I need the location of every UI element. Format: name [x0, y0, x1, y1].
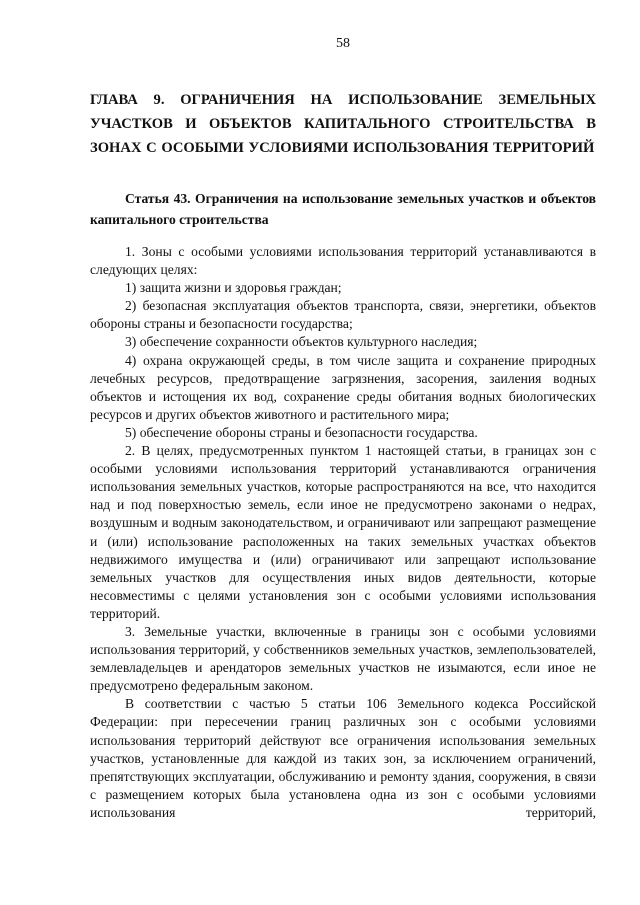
page-number: 58 — [336, 36, 350, 51]
chapter-title: ГЛАВА 9. ОГРАНИЧЕНИЯ НА ИСПОЛЬЗОВАНИЕ ЗЕМЕЛЬНЫХ УЧАСТКОВ И ОБЪЕКТОВ КАПИТАЛЬНОГО СТРОИТЕЛЬСТВА В ЗОНАХ С ОСОБЫМИ УСЛОВИЯМИ ИСПОЛЬЗОВАНИЯ ТЕРРИТОРИЙ — [90, 92, 596, 156]
paragraph-item-2: 2) безопасная эксплуатация объектов транспорта, связи, энергетики, объектов обороны страны и безопасности государства; — [90, 298, 596, 332]
paragraph-2: 2. В целях, предусмотренных пунктом 1 настоящей статьи, в границах зон с особыми условиями использования территорий устанавливаются ограничения использования земельных участков, которые распространяются на все, что находится над и под поверхностью земель, если иное не предусмотрено законами о недрах, воздушным и водным законодательством, и ограничивают или запрещают размещение и (или) использование расположенных на таких земельных участках объектов недвижимого имущества и (или) ограничивают или запрещают использование земельных участков для осуществления иных видов деятельности, которые несовместимы с целями установления зон с особыми условиями использования территорий. — [90, 443, 596, 621]
paragraph-item-3: 3) обеспечение сохранности объектов культурного наследия; — [125, 334, 478, 350]
article-title: Статья 43. Ограничения на использование земельных участков и объектов капитального строительства — [90, 191, 596, 227]
article-body — [90, 243, 596, 822]
paragraph-3: 3. Земельные участки, включенные в границы зон с особыми условиями использования территорий, у собственников земельных участков, землепользователей, землевладельцев и арендаторов земельных участков не изымаются, если иное не предусмотрено федеральным законом. — [90, 623, 596, 694]
paragraph-1: 1. Зоны с особыми условиями использования территорий устанавливаются в следующих целях: — [90, 244, 596, 278]
paragraph-item-1: 1) защита жизни и здоровья граждан; — [125, 280, 342, 296]
paragraph-item-5: 5) обеспечение обороны страны и безопасности государства. — [125, 424, 478, 440]
paragraph-item-4: 4) охрана окружающей среды, в том числе защита и сохранение природных лечебных ресурсов, предотвращение загрязнения, засорения, заиления водных объектов и истощения их вод, сохранение среды обитания водных биологических ресурсов и других объектов животного и растительного мира; — [90, 352, 596, 422]
paragraph-land-code: В соответствии с частью 5 статьи 106 Земельного кодекса Российской Федерации: при пересечении границ различных зон с особыми условиями использования территорий действуют все ограничения использования земельных участков, установленные для каждой из таких зон, за исключением ограничений, препятствующих эксплуатации, обслуживанию и ремонту здания, сооружения, в связи с размещением которых была установлена одна из зон с особыми условиями использования территорий, — [90, 696, 596, 820]
